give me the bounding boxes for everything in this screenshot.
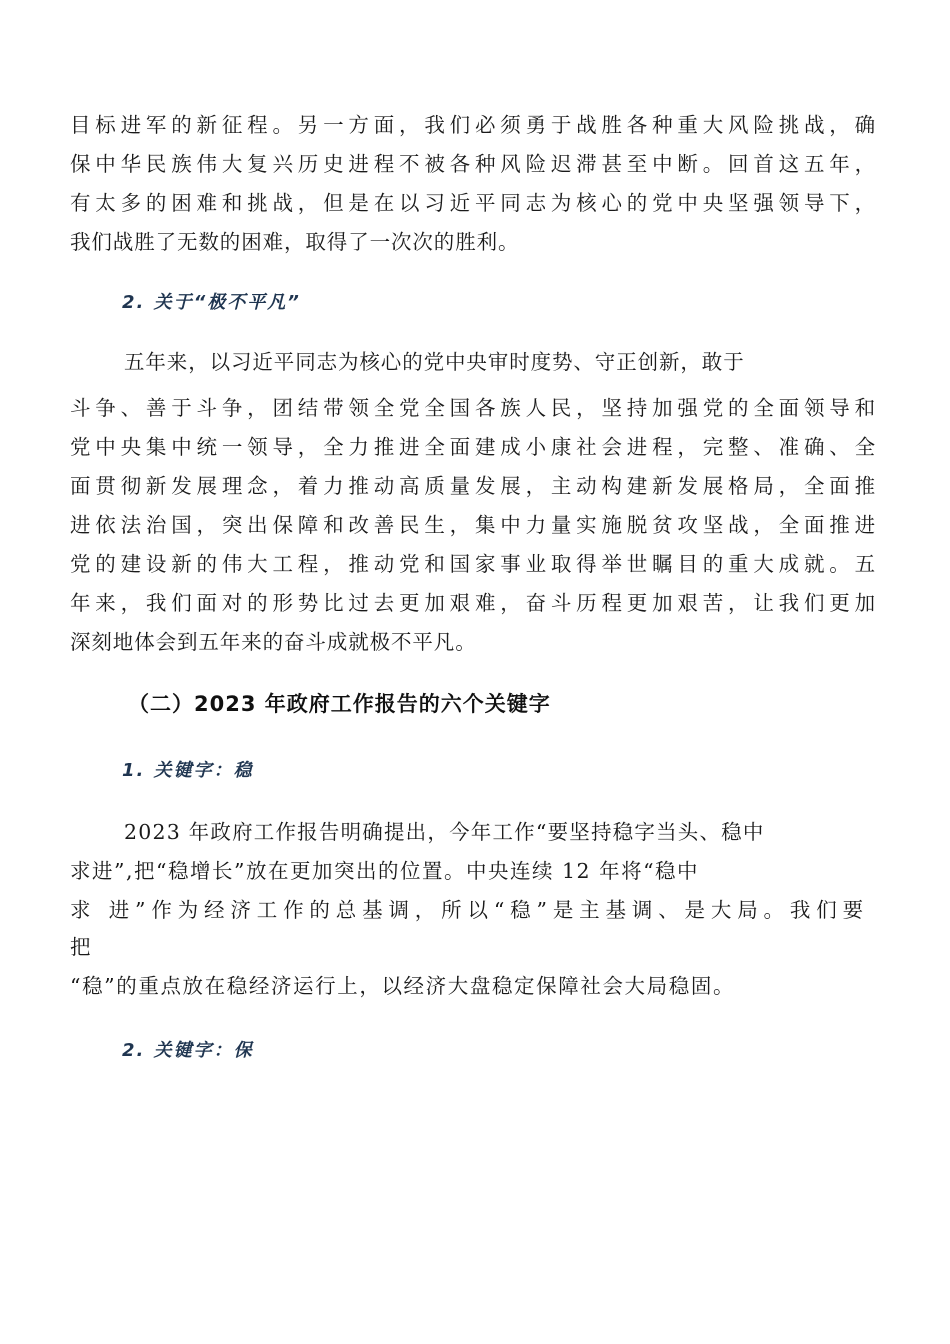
paragraph-line: 五年来，以习近平同志为核心的党中央审时度势、守正创新，敢于 xyxy=(124,350,745,374)
subheading-keyword-protect: 2. 关键字：保 xyxy=(122,1040,254,1061)
paragraph-line: 求进”,把“稳增长”放在更加突出的位置。中央连续 12 年将“稳中 xyxy=(70,859,700,883)
paragraph-line: 斗争、善于斗争，团结带领全党全国各族人民，坚持加强党的全面领导和 xyxy=(70,396,876,420)
paragraph-line: 有太多的困难和挑战，但是在以习近平同志为核心的党中央坚强领导下， xyxy=(70,191,876,215)
paragraph-line: 目标进军的新征程。另一方面，我们必须勇于战胜各种重大风险挑战，确 xyxy=(70,113,876,137)
paragraph-line: 求 进”作为经济工作的总基调，所以“稳”是主基调、是大局。我们要 xyxy=(70,898,864,922)
paragraph-line: 年来，我们面对的形势比过去更加艰难，奋斗历程更加艰苦，让我们更加 xyxy=(70,591,876,615)
paragraph-line: 深刻地体会到五年来的奋斗成就极不平凡。 xyxy=(70,630,477,654)
paragraph-line: 面贯彻新发展理念，着力推动高质量发展，主动构建新发展格局，全面推 xyxy=(70,474,876,498)
paragraph-line: 把 xyxy=(70,935,92,959)
paragraph-line: 进依法治国，突出保障和改善民生，集中力量实施脱贫攻坚战，全面推进 xyxy=(70,513,876,537)
paragraph-line: 2023 年政府工作报告明确提出，今年工作“要坚持稳字当头、稳中 xyxy=(124,820,765,844)
subheading-extraordinary: 2. 关于“极不平凡” xyxy=(122,292,301,313)
section-heading: （二）2023 年政府工作报告的六个关键字 xyxy=(128,692,551,716)
paragraph-line: 我们战胜了无数的困难，取得了一次次的胜利。 xyxy=(70,230,520,254)
paragraph-line: “稳”的重点放在稳经济运行上，以经济大盘稳定保障社会大局稳固。 xyxy=(70,974,736,998)
paragraph-line: 党的建设新的伟大工程，推动党和国家事业取得举世瞩目的重大成就。五 xyxy=(70,552,876,576)
paragraph-line: 保中华民族伟大复兴历史进程不被各种风险迟滞甚至中断。回首这五年， xyxy=(70,152,876,176)
paragraph-line: 党中央集中统一领导，全力推进全面建成小康社会进程，完整、准确、全 xyxy=(70,435,876,459)
subheading-keyword-stability: 1. 关键字：稳 xyxy=(122,760,254,781)
